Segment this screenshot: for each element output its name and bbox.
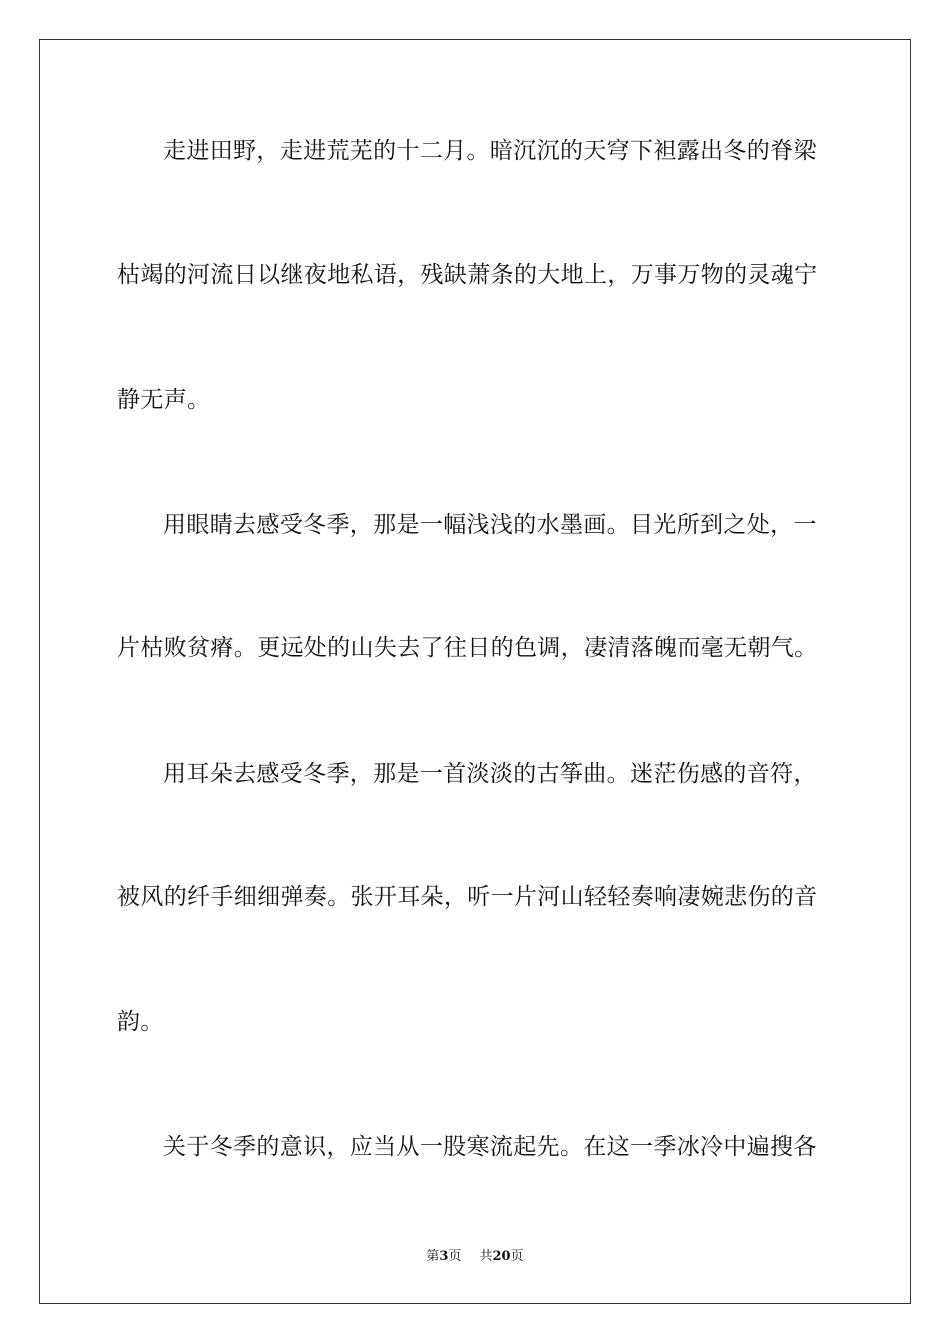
footer-page-prefix: 第 bbox=[426, 1249, 440, 1264]
footer-page-suffix: 页 bbox=[448, 1249, 462, 1264]
paragraph-2-line-1: 用眼睛去感受冬季，那是一幅浅浅的水墨画。目光所到之处，一 bbox=[163, 512, 817, 538]
page-footer bbox=[0, 1248, 950, 1266]
paragraph-1-line-1: 走进田野，走进荒芜的十二月。暗沉沉的天穹下袒露出冬的脊梁 bbox=[163, 138, 817, 164]
page-frame bbox=[39, 39, 911, 1304]
paragraph-1-line-2: 枯竭的河流日以继夜地私语，残缺萧条的大地上，万事万物的灵魂宁 bbox=[117, 262, 818, 288]
footer-total-number: 20 bbox=[492, 1249, 511, 1264]
paragraph-4-line-1: 关于冬季的意识，应当从一股寒流起先。在这一季冰冷中遍搜各 bbox=[163, 1134, 817, 1160]
paragraph-3-line-3: 韵。 bbox=[117, 1009, 164, 1035]
paragraph-1-line-3: 静无声。 bbox=[117, 387, 211, 413]
paragraph-3-line-2: 被风的纤手细细弹奏。张开耳朵，听一片河山轻轻奏响凄婉悲伤的音 bbox=[117, 884, 818, 910]
footer-total-prefix: 共 bbox=[479, 1249, 493, 1264]
paragraph-3-line-1: 用耳朵去感受冬季，那是一首淡淡的古筝曲。迷茫伤感的音符， bbox=[163, 761, 817, 787]
footer-page-number: 3 bbox=[439, 1249, 449, 1264]
paragraph-2-line-2: 片枯败贫瘠。更远处的山失去了往日的色调，凄清落魄而毫无朝气。 bbox=[117, 635, 818, 661]
footer-total-suffix: 页 bbox=[510, 1249, 524, 1264]
